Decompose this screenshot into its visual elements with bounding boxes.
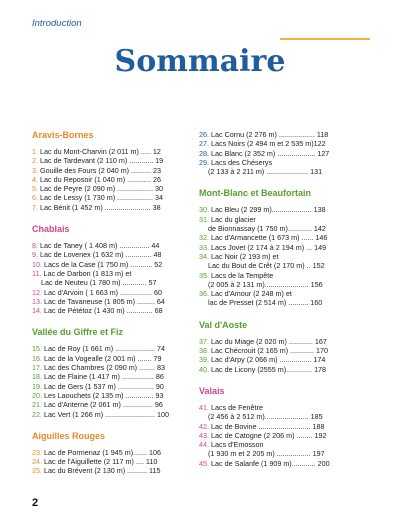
toc-entry [199, 337, 369, 346]
entry-text: Lac d'Amour (2 248 m) et [209, 289, 292, 299]
entry-number: 29. [199, 157, 209, 167]
toc-entry [199, 130, 369, 139]
entry-number: 14. [32, 306, 42, 316]
entry-number: 26. [199, 130, 209, 139]
toc-entry [32, 156, 202, 165]
decorative-rule [280, 38, 370, 40]
toc-entry [199, 215, 369, 224]
toc-entry [199, 346, 369, 355]
entry-text: (2 005 à 2 131 m)...................... 156 [208, 279, 323, 289]
section-title: Valais [199, 385, 225, 396]
entry-number: 10. [32, 259, 42, 269]
entry-text: lac de Presset (2 514 m) .......... 160 [208, 298, 323, 308]
section-title: Mont-Blanc et Beaufortain [199, 188, 312, 199]
toc-entry [32, 382, 202, 391]
entry-number: 33. [199, 242, 209, 252]
entry-number: 16. [32, 353, 42, 363]
toc-entry [199, 243, 369, 252]
entry-number: 27. [199, 139, 209, 149]
toc-entry [199, 298, 369, 307]
entry-number: 40. [199, 364, 209, 374]
toc-entry [199, 365, 369, 374]
entry-number: 18. [32, 372, 42, 382]
section-title: Val d'Aoste [199, 319, 248, 330]
toc-entry [32, 354, 202, 363]
entry-text: Lac de la Vogealle (2 001 m) ....... 79 [42, 353, 162, 363]
entry-text: Lac de Licony (2555 m)............. 178 [209, 364, 327, 374]
entry-number: 17. [32, 363, 42, 373]
toc-entry [32, 306, 202, 315]
entry-number: 41. [199, 402, 209, 412]
entry-number: 35. [199, 270, 209, 280]
toc-section [32, 327, 202, 418]
entry-text: (1 930 m et 2 205 m) ................. 197 [208, 449, 325, 459]
entry-text: Lacs de la Tempête [209, 270, 274, 280]
toc-entry [199, 261, 369, 270]
toc-entry [32, 278, 202, 287]
entry-text: Lac de Salanfe (1 909 m)............ 200 [209, 458, 330, 468]
toc-entry [32, 344, 202, 353]
toc-section [32, 224, 202, 315]
toc-entry [199, 431, 369, 440]
toc-entry [199, 280, 369, 289]
entry-number: 34. [199, 251, 209, 261]
entry-text: Lac des Chambres (2 090 m) ........ 83 [42, 363, 166, 373]
toc-entry [199, 252, 369, 261]
toc-entry [32, 184, 202, 193]
toc-entry [32, 410, 202, 419]
toc-entry [199, 271, 369, 280]
entry-text: Lac du Bout de Crêt (2 170 m) .. 152 [208, 261, 325, 271]
entry-text: Lac de Taney ( 1 408 m) ............... 44 [38, 241, 160, 251]
toc-entry [32, 175, 202, 184]
entry-number: 7. [32, 202, 38, 212]
entry-text: Lacs des Chéserys [209, 157, 273, 167]
entry-text: Lac de Lovenex (1 632 m) ............. 48 [38, 250, 162, 260]
entry-number: 21. [32, 400, 42, 410]
toc-entry [32, 363, 202, 372]
toc-entry [199, 224, 369, 233]
entry-text: Lacs Noirs (2 494 m et 2 535 m)122 [209, 139, 326, 149]
toc-entry [199, 158, 369, 167]
entry-number: 42. [199, 421, 209, 431]
toc-section [199, 188, 369, 307]
entry-number: 32. [199, 233, 209, 243]
entry-number: 8. [32, 241, 38, 251]
toc-entry [32, 372, 202, 381]
entry-text: Lac du Brévent (2 130 m) .......... 115 [42, 466, 161, 476]
entry-text: Lac de Gers (1 537 m) .................. 90 [42, 381, 164, 391]
toc-entry [32, 448, 202, 457]
section-title: Aravis-Bornes [32, 130, 94, 140]
entry-text: Lac du Miage (2 020 m) ............ 167 [209, 336, 327, 346]
entry-text: Lac de Pormenaz (1 945 m)....... 106 [42, 447, 162, 457]
page-number: 2 [32, 497, 39, 509]
entry-text: Lac du Mont-Charvin (2 011 m) ..... 12 [38, 147, 161, 156]
entry-number: 11. [32, 268, 42, 278]
entry-number: 24. [32, 457, 42, 467]
entry-number: 36. [199, 289, 209, 299]
toc-section [199, 386, 369, 468]
entry-text: Lac de Tardevant (2 110 m) ............ 19 [38, 156, 164, 166]
entry-number: 15. [32, 344, 42, 354]
toc-entry [199, 412, 369, 421]
entry-text: Lac Cornu (2 276 m) .................. 118 [209, 130, 329, 139]
entry-text: Lacs Jovet (2 174 à 2 194 m) ... 149 [209, 242, 327, 252]
entry-text: (2 456 à 2 512 m)...................... 185 [208, 412, 323, 422]
entry-text: Lac d'Armancette (1 673 m) ...... 146 [209, 233, 328, 243]
entry-text: Lac Blanc (2 352 m) ................... 127 [209, 148, 330, 158]
toc-entry [199, 403, 369, 412]
entry-number: 1. [32, 147, 38, 156]
toc-entry [32, 288, 202, 297]
entry-text: Lacs d'Emosson [209, 440, 264, 450]
entry-text: Lac d'Anterne (2 061 m) ............... 96 [42, 400, 163, 410]
entry-text: Lac de Tavaneuse (1 805 m) ......... 64 [42, 296, 165, 306]
entry-number: 23. [32, 447, 42, 457]
toc-section [199, 320, 369, 374]
toc-entry [32, 297, 202, 306]
toc-entry [32, 400, 202, 409]
entry-number: 6. [32, 193, 38, 203]
toc-entry [199, 289, 369, 298]
entry-number: 5. [32, 184, 38, 194]
entry-text: Lac Bleu (2 299 m).................... 138 [209, 205, 326, 215]
entry-number: 44. [199, 440, 209, 450]
entry-number: 37. [199, 336, 209, 346]
entry-number: 19. [32, 381, 42, 391]
entry-text: Lac de Pététoz (1 430 m) ............. 68 [42, 306, 163, 316]
toc-entry [199, 205, 369, 214]
entry-text: Lacs de la Case (1 750 m) ........... 52 [42, 259, 163, 269]
entry-text: Lac d'Arpy (2 066 m) ................ 174 [209, 355, 326, 365]
entry-number: 31. [199, 214, 209, 224]
entry-number: 20. [32, 390, 42, 400]
entry-text: Lac Vert (1 266 m) ......................... 100 [42, 409, 170, 419]
entry-number: 4. [32, 174, 38, 184]
entry-number: 25. [32, 466, 42, 476]
toc-entry [199, 149, 369, 158]
toc-entry [32, 193, 202, 202]
entry-text: (2 133 à 2 211 m) ..................... 131 [208, 167, 323, 177]
entry-number: 39. [199, 355, 209, 365]
entry-number: 12. [32, 287, 42, 297]
entry-number: 38. [199, 346, 209, 356]
toc-entry [32, 466, 202, 475]
toc-entry [32, 241, 202, 250]
entry-number: 3. [32, 165, 38, 175]
toc-entry [199, 355, 369, 364]
section-title: Aiguilles Rouges [32, 430, 106, 441]
entry-number: 30. [199, 205, 209, 215]
entry-text: Lac de Catogne (2 206 m) ........ 192 [209, 430, 327, 440]
entry-text: Lac de Flaine (1 417 m) ................ 86 [42, 372, 164, 382]
toc-right-column [199, 130, 369, 480]
toc-left-column [32, 130, 202, 488]
toc-entry [32, 147, 202, 156]
entry-text: Lacs de Fenêtre [209, 402, 263, 412]
entry-number: 45. [199, 458, 209, 468]
entry-text: Gouille des Fours (2 040 m) .......... 23 [38, 165, 162, 175]
toc-entry [199, 167, 369, 176]
header-label: Introduction [32, 18, 82, 29]
toc-entry [32, 457, 202, 466]
toc-entry [199, 449, 369, 458]
entry-text: Lac de Lessy (1 730 m) .................. 34 [38, 193, 164, 203]
entry-text: Lac d'Arvoin ( 1 663 m) ................ 60 [42, 287, 163, 297]
toc-entry [32, 260, 202, 269]
toc-entry [199, 459, 369, 468]
entry-text: Les Laouchets (2 135 m) .............. 93 [42, 390, 164, 400]
entry-number: 43. [199, 430, 209, 440]
toc-entry [32, 203, 202, 212]
entry-number: 22. [32, 409, 42, 419]
section-title: Vallée du Giffre et Fiz [32, 327, 124, 338]
page-title: Sommaire [114, 44, 286, 79]
toc-entry [32, 391, 202, 400]
section-title: Chablais [32, 224, 70, 235]
entry-text: Lac de Neuteu (1 780 m) ............ 57 [41, 278, 157, 288]
toc-entry [199, 139, 369, 148]
entry-text: de Bionnassay (1 750 m)............ 142 [208, 224, 326, 234]
toc-section [32, 431, 202, 476]
toc-entry [32, 250, 202, 259]
entry-text: Lac du glacier [209, 214, 256, 224]
toc-entry [199, 422, 369, 431]
toc-entry [199, 233, 369, 242]
entry-number: 9. [32, 250, 38, 260]
toc-entry [32, 166, 202, 175]
entry-text: Lac Bénit (1 452 m) ....................... 38 [38, 202, 161, 212]
entry-number: 13. [32, 296, 42, 306]
entry-text: Lac de Darbon (1 813 m) et [41, 268, 132, 278]
entry-text: Lac de Bovine .......................... 188 [209, 421, 325, 431]
toc-section [32, 130, 202, 212]
entry-text: Lac du Reposoir (1 040 m) ............ 26 [38, 174, 162, 184]
entry-text: Lac de Peyre (2 090 m) .................. 30 [38, 184, 164, 194]
entry-text: Lac Noir (2 193 m) et [209, 251, 279, 261]
toc-section [199, 130, 369, 176]
toc-entry [199, 440, 369, 449]
entry-number: 28. [199, 148, 209, 158]
entry-text: Lac Chécrouit (2 165 m) ............ 170 [209, 346, 329, 356]
entry-text: Lac de l'Aiguillette (2 117 m) .... 110 [42, 457, 158, 467]
entry-text: Lac de Roy (1 661 m) .................... 74 [42, 344, 166, 354]
toc-entry [32, 269, 202, 278]
entry-number: 2. [32, 156, 38, 166]
